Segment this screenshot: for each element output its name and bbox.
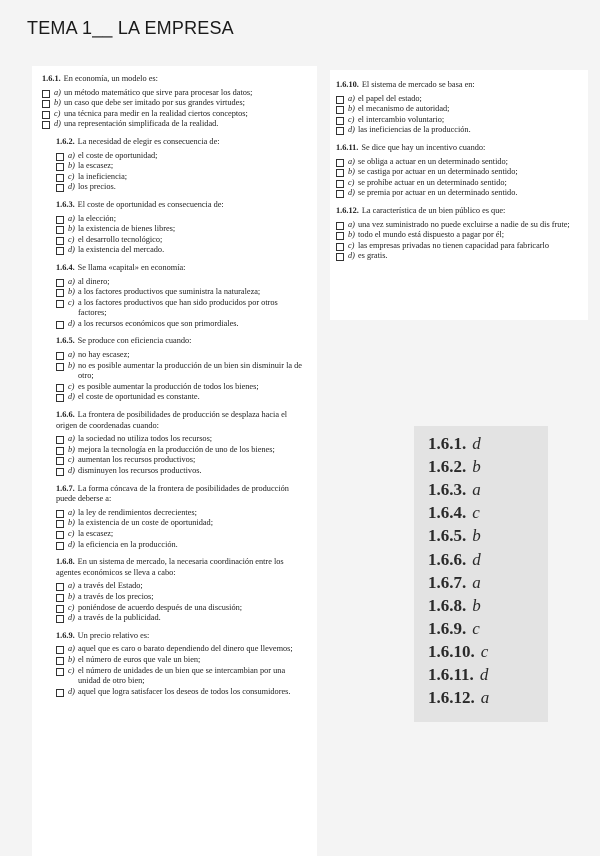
answer-key-row [428, 619, 480, 639]
answer-key-letter: d [472, 434, 481, 453]
question-number: 1.6.4. [56, 262, 75, 272]
answer-option[interactable] [42, 98, 303, 109]
checkbox[interactable] [56, 184, 64, 192]
answer-key-letter: d [479, 665, 489, 684]
option-letter: a) [68, 150, 75, 160]
answer-key-row [428, 573, 481, 593]
answer-key-row [428, 642, 488, 662]
question-text: El coste de oportunidad es consecuencia de: [77, 199, 224, 209]
option-text: todo el mundo está dispuesto a pagar por él; [358, 230, 505, 240]
option-text: es gratis. [358, 251, 388, 261]
checkbox[interactable] [56, 163, 64, 171]
question-1.6.8 [42, 557, 303, 624]
option-text: a través de la publicidad. [78, 613, 161, 623]
option-text: la existencia de un coste de oportunidad; [78, 518, 214, 528]
checkbox[interactable] [56, 615, 64, 623]
question-text: Se produce con eficiencia cuando: [77, 336, 192, 346]
checkbox[interactable] [42, 121, 50, 129]
checkbox[interactable] [336, 190, 344, 198]
checkbox[interactable] [336, 106, 344, 114]
option-text: un caso que debe ser imitado por sus grandes virtudes; [64, 98, 245, 108]
checkbox[interactable] [56, 363, 64, 371]
answer-option[interactable] [336, 220, 588, 231]
answer-option[interactable] [56, 434, 303, 445]
checkbox[interactable] [56, 689, 64, 697]
option-letter: c) [54, 108, 61, 118]
option-text: se premia por actuar en un determinado sentido. [358, 188, 518, 198]
option-text: poniéndose de acuerdo después de una discusión; [78, 602, 243, 612]
answer-key-letter: b [472, 526, 481, 546]
answer-key-number: 1.6.6. [428, 549, 467, 569]
option-text: no hay escasez; [78, 350, 130, 360]
answer-option[interactable] [56, 466, 303, 477]
checkbox[interactable] [56, 457, 64, 465]
option-text: aquel que es caro o barato dependiendo del dinero que llevemos; [78, 644, 293, 654]
option-text: el papel del estado; [358, 93, 422, 103]
option-text: los precios. [78, 182, 116, 192]
checkbox[interactable] [56, 594, 64, 602]
checkbox[interactable] [56, 510, 64, 518]
page-title: TEMA 1__ LA EMPRESA [27, 18, 234, 38]
option-letter: d) [68, 539, 75, 549]
option-letter: d) [68, 245, 75, 255]
question-number: 1.6.8. [56, 557, 75, 567]
question-number: 1.6.10. [336, 80, 359, 89]
option-letter: d) [348, 125, 355, 135]
answer-option[interactable] [336, 157, 588, 168]
answer-option[interactable] [56, 540, 303, 551]
answer-key-letter: c [480, 641, 489, 661]
answer-option[interactable] [56, 298, 303, 319]
answer-option[interactable] [336, 230, 588, 241]
question-text: Un precio relativo es: [77, 630, 150, 640]
answer-option[interactable] [56, 224, 303, 235]
question-1.6.11 [336, 143, 588, 199]
checkbox[interactable] [56, 394, 64, 402]
checkbox[interactable] [56, 247, 64, 255]
answer-option[interactable] [336, 167, 588, 178]
question-number: 1.6.3. [56, 199, 75, 209]
option-text: se castiga por actuar en un determinado sentido; [358, 167, 518, 177]
answer-key-box [414, 426, 548, 722]
answer-key-row [428, 526, 481, 546]
option-letter: b) [348, 104, 355, 114]
option-text: la elección; [78, 213, 117, 223]
answer-key-number: 1.6.10. [428, 641, 475, 661]
option-letter: a) [68, 644, 75, 654]
option-letter: b) [68, 654, 75, 664]
option-letter: c) [348, 114, 355, 124]
checkbox[interactable] [56, 384, 64, 392]
question-text: En un sistema de mercado, la necesaria coordinación entre los agentes económicos se lleva a cabo: [56, 557, 284, 577]
answer-option[interactable] [56, 151, 303, 162]
option-letter: c) [68, 171, 75, 181]
checkbox[interactable] [56, 216, 64, 224]
option-letter: a) [68, 213, 75, 223]
answer-option[interactable] [56, 655, 303, 666]
answer-option[interactable] [42, 88, 303, 99]
checkbox[interactable] [56, 605, 64, 613]
option-text: a los factores productivos que han sido producidos por otros factores; [78, 297, 278, 318]
answer-option[interactable] [42, 119, 303, 130]
option-letter: a) [68, 507, 75, 517]
answer-option[interactable] [56, 361, 303, 382]
question-stem [56, 410, 303, 431]
option-letter: c) [348, 240, 355, 250]
question-text: La forma cóncava de la frontera de posibilidades de producción puede deberse a: [56, 483, 289, 504]
checkbox[interactable] [56, 279, 64, 287]
checkbox[interactable] [56, 531, 64, 539]
option-text: la eficiencia en la producción. [78, 539, 178, 549]
question-text: En economía, un modelo es: [63, 74, 158, 83]
answer-key-letter: a [472, 572, 481, 592]
option-letter: d) [68, 466, 75, 475]
question-stem [56, 200, 303, 211]
answer-option[interactable] [56, 287, 303, 298]
checkbox[interactable] [336, 180, 344, 188]
answer-option[interactable] [56, 603, 303, 614]
option-text: a través del Estado; [78, 581, 143, 591]
option-text: disminuyen los recursos productivos. [78, 466, 202, 475]
option-text: una representación simplificada de la realidad. [64, 119, 219, 129]
option-text: el coste de oportunidad es constante. [78, 392, 200, 402]
answer-option[interactable] [336, 94, 588, 105]
answer-option[interactable] [56, 687, 303, 698]
answer-option[interactable] [56, 277, 303, 288]
option-letter: d) [68, 613, 75, 623]
option-text: a los factores productivos que suministra la naturaleza; [78, 287, 261, 297]
option-text: las empresas privadas no tienen capacidad para fabricarlo [358, 240, 549, 250]
option-letter: a) [348, 156, 355, 166]
option-letter: d) [348, 188, 355, 198]
question-1.6.5 [42, 336, 303, 403]
answer-option[interactable] [56, 508, 303, 519]
question-number: 1.6.12. [336, 205, 359, 215]
answer-key-number: 1.6.12. [428, 688, 475, 708]
option-text: el mecanismo de autoridad; [358, 104, 450, 114]
checkbox[interactable] [336, 232, 344, 240]
option-letter: d) [54, 119, 61, 129]
question-number: 1.6.9. [56, 630, 75, 640]
option-text: el intercambio voluntario; [358, 114, 445, 124]
question-1.6.12 [336, 206, 588, 262]
question-stem [56, 484, 303, 505]
answer-option[interactable] [336, 125, 588, 136]
answer-option[interactable] [56, 182, 303, 193]
option-text: una técnica para medir en la realidad ciertos conceptos; [64, 108, 248, 118]
option-letter: a) [68, 581, 75, 591]
option-letter: b) [68, 224, 75, 234]
answer-option[interactable] [56, 445, 303, 456]
checkbox[interactable] [56, 289, 64, 297]
checkbox[interactable] [56, 657, 64, 665]
checkbox[interactable] [336, 253, 344, 261]
question-1.6.3 [42, 200, 303, 256]
checkbox[interactable] [336, 117, 344, 125]
question-1.6.2 [42, 137, 303, 193]
answer-key-row [428, 596, 481, 616]
answer-option[interactable] [336, 188, 588, 199]
option-letter: b) [68, 591, 75, 601]
answer-key-letter: a [472, 480, 481, 500]
answer-key-number: 1.6.3. [428, 480, 467, 500]
option-letter: c) [68, 381, 75, 391]
answer-option[interactable] [336, 115, 588, 126]
question-1.6.10 [336, 80, 588, 136]
answer-option[interactable] [56, 518, 303, 529]
option-text: el coste de oportunidad; [78, 150, 158, 160]
answer-option[interactable] [56, 319, 303, 330]
option-text: aumentan los recursos productivos; [78, 455, 196, 465]
answer-option[interactable] [336, 251, 588, 262]
checkbox[interactable] [42, 90, 50, 98]
answer-key-number: 1.6.1. [428, 434, 467, 453]
option-text: a través de los precios; [78, 591, 154, 601]
right-question-column [330, 70, 588, 320]
answer-key-row [428, 457, 481, 477]
option-text: es posible aumentar la producción de todos los bienes; [78, 381, 259, 391]
question-1.6.1 [42, 74, 303, 130]
checkbox[interactable] [42, 111, 50, 119]
question-number: 1.6.1. [42, 74, 61, 83]
checkbox[interactable] [56, 468, 64, 476]
answer-key-number: 1.6.9. [428, 618, 467, 638]
option-letter: a) [68, 350, 75, 360]
answer-option[interactable] [56, 235, 303, 246]
checkbox[interactable] [336, 222, 344, 230]
answer-key-letter: b [472, 595, 481, 615]
answer-option[interactable] [56, 455, 303, 466]
question-text: La frontera de posibilidades de producción se desplaza hacia el origen de coordenadas cuando: [56, 410, 288, 430]
question-number: 1.6.11. [336, 142, 359, 152]
answer-option[interactable] [56, 214, 303, 225]
answer-key-number: 1.6.7. [428, 572, 467, 592]
answer-key-row [428, 550, 481, 570]
question-stem [56, 336, 303, 347]
option-text: se prohíbe actuar en un determinado sentido; [358, 177, 507, 187]
question-text: La característica de un bien público es que: [361, 205, 506, 215]
question-text: Se dice que hay un incentivo cuando: [361, 142, 486, 152]
checkbox[interactable] [42, 100, 50, 108]
answer-option[interactable] [56, 666, 303, 687]
option-letter: c) [68, 234, 75, 244]
answer-option[interactable] [56, 581, 303, 592]
option-letter: a) [348, 93, 355, 103]
answer-option[interactable] [42, 109, 303, 120]
option-letter: c) [68, 665, 75, 675]
left-question-column [32, 66, 317, 856]
option-text: la sociedad no utiliza todos los recursos; [78, 434, 213, 444]
option-text: se obliga a actuar en un determinado sentido; [358, 156, 508, 166]
option-letter: c) [68, 602, 75, 612]
option-letter: b) [68, 518, 75, 528]
question-number: 1.6.2. [56, 136, 75, 146]
checkbox[interactable] [56, 352, 64, 360]
option-letter: a) [68, 434, 75, 444]
question-text: Se llama «capital» en economía: [77, 262, 186, 272]
answer-option[interactable] [56, 529, 303, 540]
answer-key-number: 1.6.4. [428, 503, 467, 523]
option-letter: b) [68, 444, 75, 454]
answer-key-number: 1.6.2. [428, 457, 467, 477]
question-number: 1.6.6. [56, 410, 75, 420]
question-stem [56, 557, 303, 578]
checkbox[interactable] [56, 300, 64, 308]
answer-key-number: 1.6.11. [428, 665, 474, 684]
question-number: 1.6.5. [56, 336, 75, 346]
option-text: las ineficiencias de la producción. [358, 125, 471, 135]
checkbox[interactable] [56, 646, 64, 654]
option-letter: b) [68, 161, 75, 171]
answer-key-row [428, 665, 488, 685]
option-text: el desarrollo tecnológico; [78, 234, 163, 244]
answer-option[interactable] [56, 172, 303, 183]
answer-option[interactable] [56, 592, 303, 603]
answer-option[interactable] [336, 241, 588, 252]
option-text: la escasez; [78, 528, 114, 538]
checkbox[interactable] [56, 174, 64, 182]
answer-option[interactable] [56, 161, 303, 172]
checkbox[interactable] [56, 321, 64, 329]
answer-key-letter: d [472, 549, 481, 569]
option-text: la existencia de bienes libres; [78, 224, 176, 234]
option-letter: d) [348, 251, 355, 261]
answer-option[interactable] [56, 350, 303, 361]
option-text: aquel que logra satisfacer los deseos de todos los consumidores. [78, 686, 291, 696]
checkbox[interactable] [56, 436, 64, 444]
answer-option[interactable] [56, 245, 303, 256]
option-letter: d) [68, 318, 75, 328]
option-text: la existencia del mercado. [78, 245, 165, 255]
option-letter: d) [68, 392, 75, 402]
answer-key-number: 1.6.8. [428, 595, 467, 615]
option-letter: b) [54, 98, 61, 108]
question-stem [56, 263, 303, 274]
checkbox[interactable] [56, 237, 64, 245]
answer-option[interactable] [56, 613, 303, 624]
checkbox[interactable] [336, 243, 344, 251]
option-text: el número de euros que vale un bien; [78, 654, 201, 664]
option-text: la escasez; [78, 161, 114, 171]
answer-key-letter: c [472, 618, 480, 638]
checkbox[interactable] [336, 127, 344, 135]
checkbox[interactable] [336, 96, 344, 104]
question-text: La necesidad de elegir es consecuencia de: [77, 136, 220, 146]
option-letter: c) [68, 528, 75, 538]
option-letter: b) [68, 360, 75, 370]
question-stem [42, 74, 303, 85]
option-letter: c) [348, 177, 355, 187]
checkbox[interactable] [56, 153, 64, 161]
question-1.6.7 [42, 484, 303, 551]
answer-option[interactable] [336, 178, 588, 189]
checkbox[interactable] [56, 668, 64, 676]
question-1.6.9 [42, 631, 303, 698]
option-text: no es posible aumentar la producción de un bien sin disminuir la de otro; [78, 360, 302, 381]
option-letter: b) [348, 167, 355, 177]
option-text: al dinero; [78, 276, 110, 286]
answer-option[interactable] [56, 644, 303, 655]
option-text: mejora la tecnología en la producción de uno de los bienes; [78, 444, 275, 454]
option-letter: a) [348, 219, 355, 229]
answer-key-number: 1.6.5. [428, 526, 467, 546]
option-text: una vez suministrado no puede excluirse a nadie de su dis frute; [358, 219, 570, 229]
checkbox[interactable] [56, 520, 64, 528]
checkbox[interactable] [56, 447, 64, 455]
question-1.6.4 [42, 263, 303, 330]
question-text: El sistema de mercado se basa en: [361, 80, 475, 89]
answer-key-row [428, 480, 481, 500]
question-stem [56, 631, 303, 642]
answer-key-row [428, 503, 480, 523]
option-text: la ineficiencia; [78, 171, 128, 181]
question-stem [56, 137, 303, 148]
question-stem [336, 206, 588, 217]
checkbox[interactable] [56, 583, 64, 591]
option-letter: a) [68, 276, 75, 286]
option-letter: d) [68, 182, 75, 192]
option-text: un método matemático que sirve para procesar los datos; [64, 87, 253, 97]
option-letter: d) [68, 686, 75, 696]
question-stem [336, 80, 588, 91]
option-letter: b) [68, 287, 75, 297]
answer-key-row [428, 434, 481, 454]
answer-key-row [428, 688, 489, 708]
option-letter: a) [54, 87, 61, 97]
answer-key-letter: b [472, 457, 481, 477]
question-number: 1.6.7. [56, 483, 75, 493]
option-letter: c) [68, 297, 75, 307]
answer-option[interactable] [56, 392, 303, 403]
answer-key-letter: a [480, 688, 490, 708]
checkbox[interactable] [56, 226, 64, 234]
option-text: el número de unidades de un bien que se intercambian por una unidad de otro bien; [78, 665, 286, 686]
answer-option[interactable] [56, 382, 303, 393]
checkbox[interactable] [56, 542, 64, 550]
checkbox[interactable] [336, 169, 344, 177]
answer-key-letter: c [472, 503, 480, 523]
answer-option[interactable] [336, 104, 588, 115]
question-1.6.6 [42, 410, 303, 477]
option-text: a los recursos económicos que son primordiales. [78, 318, 239, 328]
option-letter: b) [348, 230, 355, 240]
option-text: la ley de rendimientos decrecientes; [78, 507, 197, 517]
option-letter: c) [68, 455, 75, 465]
question-stem [336, 143, 588, 154]
checkbox[interactable] [336, 159, 344, 167]
